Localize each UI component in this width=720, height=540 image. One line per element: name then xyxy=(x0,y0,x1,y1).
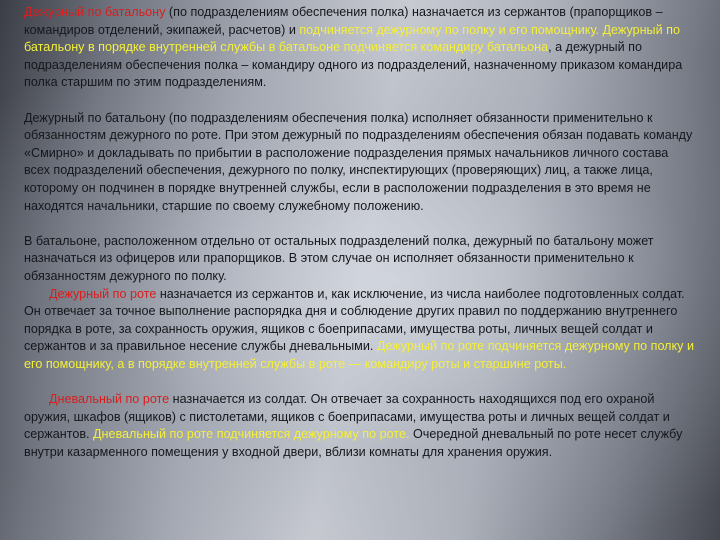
paragraph-text: назначается из сержантов и, как исключение, из числа наиболее подготовленных солдат. Он отвечает за точное выполнение распорядка дня и соблюдение других правил по поддержанию внутреннего порядка в роте, за сохранность оружия, ящиков с боеприпасами, имущества роты, личных вещей солдат и сержантов и за правильное несение службы дневальными. xyxy=(24,286,685,354)
term-company-duty: Дежурный по роте xyxy=(49,286,157,301)
paragraph-text: , а дежурный по подразделениям обеспечения полка – командиру одного из подразделений, назначенному приказом командира полка старшим по этим подразделениям. xyxy=(24,40,683,90)
highlight-orderly-subordination: Дневальный по роте подчиняется дежурному по роте. xyxy=(93,427,410,442)
paragraph-gap xyxy=(24,92,696,110)
term-battalion-duty: Дежурный по батальону xyxy=(24,5,166,19)
paragraph-text: В батальоне, расположенном отдельно от остальных подразделений полка, дежурный по батальону может назначаться из офицеров или прапорщиков. В этом случае он исполняет обязанности применительно к обязанностям дежурного по полку. xyxy=(24,233,654,283)
paragraph-gap xyxy=(24,215,696,233)
paragraph-company-orderly xyxy=(24,391,696,461)
highlight-company-duty-subordination: Дежурный по роте подчиняется дежурному по полку и его помощнику, а в порядке внутренней службы в роте — командиру роты и старшине роты. xyxy=(24,339,695,371)
paragraph-text: Очередной дневальный по роте несет службу внутри казарменного помещения у входной двери, вблизи комнаты для хранения оружия. xyxy=(24,427,683,459)
term-company-orderly: Дневальный по роте xyxy=(49,392,170,407)
paragraph-gap xyxy=(24,373,696,391)
text-block xyxy=(24,4,696,461)
paragraph-company-duty xyxy=(24,286,696,374)
paragraph-battalion-duty-obligations xyxy=(24,110,696,216)
paragraph-text: назначается из солдат. Он отвечает за сохранность находящихся под его охраной оружия, шкафов (ящиков) с пистолетами, ящиков с боеприпасами, имущества роты и личных вещей солдат и сержантов. xyxy=(24,392,670,442)
paragraph-battalion-duty-assignment xyxy=(24,4,696,92)
paragraph-text: Дежурный по батальону (по подразделениям обеспечения полка) исполняет обязанности применительно к обязанностям дежурного по роте. При этом дежурный по подразделениям обеспечения обязан подавать команду «Смирно» и докладывать по прибытии в расположение подразделения прямых начальников личного состава всех подразделений обеспечения, дежурного по полку, инспектирующих (проверяющих) лиц, а также лица, которому он подчинен в порядке внутренней службы, если в расположении подразделения в это время не находятся начальники, старшие по своему служебному положению. xyxy=(24,110,693,213)
highlight-subordination: подчиняется дежурному по полку и его помощнику. Дежурный по батальону в порядке внутренней службы в батальоне подчиняется командиру батальона xyxy=(24,22,680,55)
paragraph-separate-battalion xyxy=(24,233,696,286)
paragraph-text: (по подразделениям обеспечения полка) назначается из сержантов (прапорщиков – командиров отделений, экипажей, расчетов) и xyxy=(24,5,663,37)
